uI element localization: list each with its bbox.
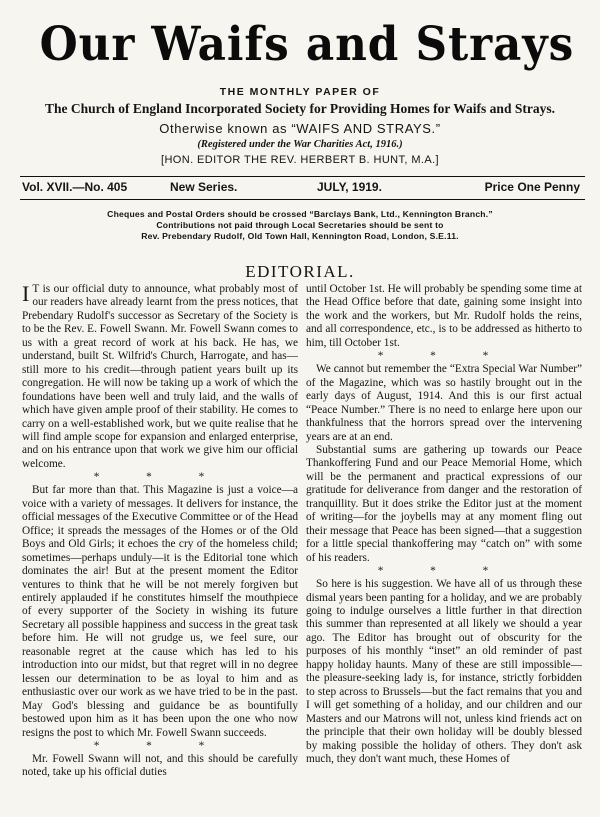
article-heading: EDITORIAL. <box>245 262 355 281</box>
paragraph: But far more than that. This Magazine is just a voice—a voice with a variety of messages. It delivers for instance, the official messages of the Executive Committee or of the Head Office; it spreads the messages of the Homes or of the Old Boys and Old Girls; it echoes the cry of the homeless child; sometimes—perhaps unduly—it is the Editorial tone which dominates the air! But at the present moment the Editor ventures to think that he will be not merely forgiven but entirely applauded if he constitutes himself the mouthpiece of every supporter of the Society in wishing its future Secretary all possible happiness and success in the great task before him. He will not grudge us, we feel sure, our reasonable regret at the cause which has led to his introduction into our midst, but that regret will in no degree lessen our determination to be as loyal to him and as enthusiastic over our work as we have tried to be in the past. May God's blessing and guidance be as bountifully bestowed upon him as it has been upon the one who now resigns the post to which Mr. Fowell Swann succeeds. <box>22 484 298 739</box>
notice-line-2: Contributions not paid through Local Secretaries should be sent to <box>156 220 444 230</box>
issue-price: Price One Penny <box>484 180 580 194</box>
paragraph: So here is his suggestion. We have all of us through these dismal years been panting for a holiday, and we are probably going to indulge ourselves a little further in that direction this summer than represented at all likely we should a year ago. The Editor has brought out of obscurity for the purposes of his monthly “inset” an old reminder of past happy holiday haunts. Many of these are still impossible—the pleasure-seeking lady is, for instance, strictly forbidden to step across to Brussels—but the fact remains that you and I will get something of a holiday, and our children and our Masters and our Matrons will not, unless kind friends act on the principle that their own holiday will be doubly blessed by making possible the holiday of others. They don't ask much, they don't want much, these Homes of <box>306 578 582 765</box>
paragraph: Mr. Fowell Swann will not, and this should be carefully noted, take up his official duties <box>22 752 298 779</box>
masthead-subtitle: THE MONTHLY PAPER OF <box>219 86 381 98</box>
section-divider: * * * <box>93 739 227 752</box>
paragraph: until October 1st. He will probably be spending some time at the Head Office before that date, gaining some insight into the work and the workers, but Mr. Rudolf holds the reins, and all correspondence, etc., is to be addressed as hitherto to him, till October 1st. <box>306 283 582 349</box>
registration-line: (Registered under the War Charities Act, 1916.) <box>197 139 403 150</box>
issue-volume: Vol. XVII.—No. 405 <box>22 180 128 194</box>
article-column-right <box>306 283 582 813</box>
paragraph: We cannot but remember the “Extra Special War Number” of the Magazine, which was so hastily brought out in the early days of August, 1914. And this is our first actual “Peace Number.” There is no need to enlarge here upon our thankfulness that the horrors spread over the intervening years are at an end. <box>306 363 582 443</box>
society-name: The Church of England Incorporated Society for Providing Homes for Waifs and Strays. <box>45 101 555 116</box>
drop-cap: I <box>22 283 30 306</box>
article-column-left <box>22 283 298 813</box>
notice-line-3: Rev. Prebendary Rudolf, Old Town Hall, Kennington Road, London, S.E.11. <box>141 231 459 241</box>
bottom-rule <box>20 199 585 200</box>
section-divider: * * * <box>93 471 227 484</box>
masthead-title: Our Waifs and Strays <box>39 17 575 72</box>
paragraph: I T is our official duty to announce, what probably most of our readers have already learnt from the press notices, that Prebendary Rudolf's successor as Secretary of the Society is to be the Rev. E. Fowell Swann. Mr. Fowell Swann comes to us with a great record of work at his back. He has, we understand, built St. Wilfrid's Church, Harrogate, and has—still more to his credit—through patient years built up its congregation. He will now be taking up a work of which the foundations have been well and truly laid, and the walls of which have given ample proof of their stability. He comes to carry on a well-established work, but we quite realise that he will find ample scope for expansion and enlarged enterprise, and on his entrance upon that work we give him our official welcome. <box>22 283 298 470</box>
alias-line: Otherwise known as “WAIFS AND STRAYS.” <box>159 121 441 136</box>
section-divider: * * * <box>377 350 511 363</box>
paragraph: Substantial sums are gathering up towards our Peace Thankoffering Fund and our Peace Memorial Home, which will be the permanent and practical expressions of our gratitude for deliverance from danger and the restoration of tranquillity. But it does strike the Editor just at the moment of writing—for the joybells may at any moment fling out their message that Peace has been signed—that a suggestion for a little special thankoffering may “catch on” with some of his readers. <box>306 443 582 564</box>
issue-date: JULY, 1919. <box>317 180 382 194</box>
editor-line: [HON. EDITOR THE REV. HERBERT B. HUNT, M.A.] <box>161 154 439 166</box>
issue-line <box>22 180 582 198</box>
notice-line-1: Cheques and Postal Orders should be crossed “Barclays Bank, Ltd., Kennington Branch.” <box>107 209 493 219</box>
section-divider: * * * <box>377 565 511 578</box>
issue-series: New Series. <box>170 180 238 194</box>
top-rule <box>20 176 585 177</box>
